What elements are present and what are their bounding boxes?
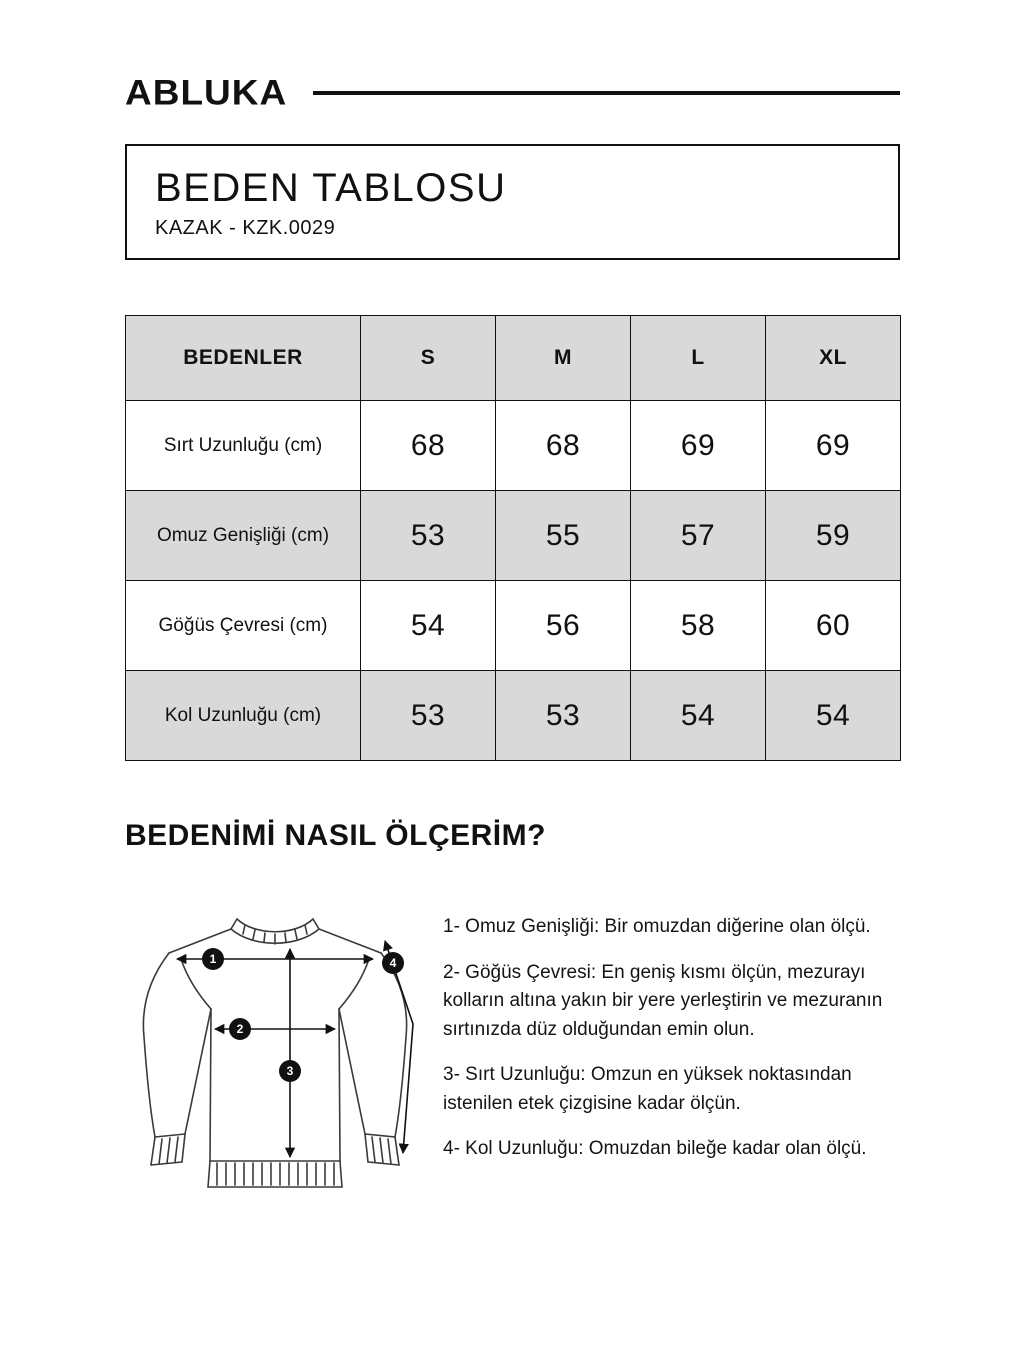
product-code: KAZAK - KZK.0029 bbox=[155, 217, 336, 239]
size-value: 60 bbox=[766, 581, 901, 671]
table-row bbox=[126, 491, 901, 581]
col-header-s: S bbox=[361, 316, 496, 401]
title-box bbox=[125, 144, 900, 260]
row-label: Sırt Uzunluğu (cm) bbox=[126, 401, 361, 491]
size-value: 59 bbox=[766, 491, 901, 581]
size-value: 69 bbox=[631, 401, 766, 491]
header-rule bbox=[313, 91, 900, 95]
size-value: 54 bbox=[631, 671, 766, 761]
size-value: 53 bbox=[361, 671, 496, 761]
size-value: 56 bbox=[496, 581, 631, 671]
brand-header bbox=[125, 72, 900, 114]
instruction-4: 4- Kol Uzunluğu: Omuzdan bileğe kadar olan ölçü. bbox=[443, 1138, 867, 1159]
size-value: 68 bbox=[496, 401, 631, 491]
brand-logo: ABLUKA bbox=[125, 72, 288, 113]
instruction-2: 2- Göğüs Çevresi: En geniş kısmı ölçün, mezurayı kolların altına yakın bir yere yerleştirin ve mezuranın sırtınızda düz olduğundan emin olun. bbox=[443, 961, 883, 1040]
size-value: 53 bbox=[496, 671, 631, 761]
row-label: Göğüs Çevresi (cm) bbox=[126, 581, 361, 671]
col-header-xl: XL bbox=[766, 316, 901, 401]
size-value: 68 bbox=[361, 401, 496, 491]
size-value: 58 bbox=[631, 581, 766, 671]
table-row bbox=[126, 671, 901, 761]
row-label: Kol Uzunluğu (cm) bbox=[126, 671, 361, 761]
marker-4-badge: 4 bbox=[382, 952, 404, 974]
table-row bbox=[126, 401, 901, 491]
size-table bbox=[125, 315, 901, 761]
measure-section bbox=[125, 889, 900, 1219]
size-value: 54 bbox=[361, 581, 496, 671]
size-value: 53 bbox=[361, 491, 496, 581]
marker-1-badge: 1 bbox=[202, 948, 224, 970]
size-value: 54 bbox=[766, 671, 901, 761]
instruction-3: 3- Sırt Uzunluğu: Omzun en yüksek noktasından istenilen etek çizgisine kadar ölçün. bbox=[443, 1064, 852, 1114]
page-title: BEDEN TABLOSU bbox=[155, 166, 507, 210]
marker-3-badge: 3 bbox=[279, 1060, 301, 1082]
col-header-bedenler: BEDENLER bbox=[126, 316, 361, 401]
size-value: 57 bbox=[631, 491, 766, 581]
sweater-diagram bbox=[125, 889, 425, 1219]
col-header-m: M bbox=[496, 316, 631, 401]
size-value: 69 bbox=[766, 401, 901, 491]
row-label: Omuz Genişliği (cm) bbox=[126, 491, 361, 581]
marker-2-badge: 2 bbox=[229, 1018, 251, 1040]
measure-instructions bbox=[443, 889, 900, 1219]
size-value: 55 bbox=[496, 491, 631, 581]
table-header-row bbox=[126, 316, 901, 401]
sweater-illustration bbox=[125, 889, 425, 1219]
instruction-1: 1- Omuz Genişliği: Bir omuzdan diğerine olan ölçü. bbox=[443, 916, 871, 937]
table-row bbox=[126, 581, 901, 671]
measure-heading: BEDENİMİ NASIL ÖLÇERİM? bbox=[125, 819, 546, 852]
col-header-l: L bbox=[631, 316, 766, 401]
